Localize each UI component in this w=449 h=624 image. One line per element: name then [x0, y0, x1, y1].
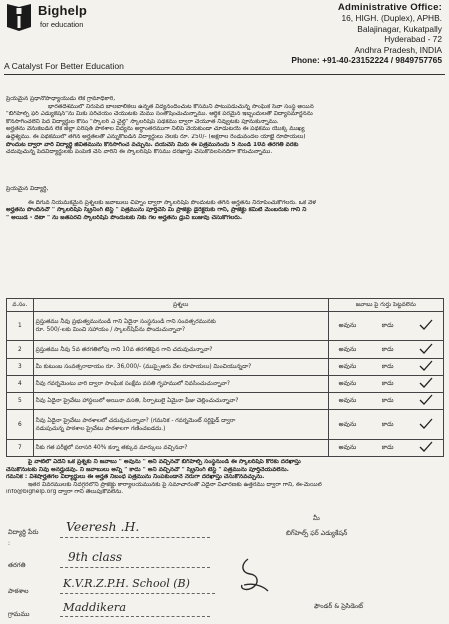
table-row: [7, 312, 444, 341]
closing-section: [6, 459, 444, 497]
letter-line: చదువుచున్న పేదవిద్యార్థులకు పంపిణీ చేసి వారిని ఈ స్కాలర్‌షిప్ కోసము దరఖాస్తు చేసుకోవలసినదిగా కోరుచున్నాము.: [6, 149, 273, 156]
yes-option[interactable]: అవును: [338, 322, 357, 329]
table-row: [7, 440, 444, 457]
question-text: ప్రస్తుతము నీవు ప్రభుత్వమునుండి గాని ఏదైనా సంస్థనుండి గాని సంవత్సరమునకు: [35, 319, 216, 325]
book-logo-icon: [6, 4, 32, 34]
no-option[interactable]: కాదు: [381, 363, 394, 370]
school-line: [60, 592, 215, 594]
col-header-answer: జవాబు పై గుర్తు పెట్టవలెను: [328, 299, 443, 312]
student-name-label: విద్యార్థి పేరు: [8, 528, 39, 536]
question-cell: [33, 440, 328, 457]
table-header-row: [7, 299, 444, 312]
class-value[interactable]: 9th class: [68, 550, 123, 564]
office-line: Hyderabad - 72: [384, 34, 442, 45]
letter-section-1: [6, 96, 444, 157]
answer-cell[interactable]: [328, 341, 443, 359]
closing-line: ఇతర వివరములకు నీదగ్గరలోని ప్రాజెక్టు కార్యాలయమునకు పై సమాచారంతో ఏదైనా విచారణకు ఉత్తరము ద్వారా గాని, ఈ-మెయిల్: [28, 481, 322, 488]
no-option[interactable]: కాదు: [381, 444, 394, 451]
office-line: Balajinagar, Kukatpally: [357, 23, 442, 34]
letter-line: ఈ దిగువ నియమకమైన ప్రశ్నలకు జవాబులు చిహ్నం ద్వారా స్కాలర్‌షిప్ పొందుటకు తగిన అర్హతను నిరూపించుకోగలరు. ఒక వేళ: [28, 199, 316, 206]
question-text: నీవు ఏదైనా ప్రైవేటు పాఠశాలలో చదువుచున్నావా? (గమనిక - గవర్నమెంట్ సర్టిఫైడ్ ద్వారా: [35, 417, 236, 424]
letter-line: " అయిడ - దేటా " ను జతపరచి స్కాలర్‌షిప్ పొందుటకు నీకు గల అర్హతను ధ్రువీ బుజువు చేసుకోగలరు.: [6, 214, 243, 221]
table-row: [7, 393, 444, 410]
brand-subtitle: for education: [40, 20, 84, 29]
table-row: [7, 410, 444, 440]
salutation-headmaster: ప్రియమైన ప్రధానోపాధ్యాయుడు లేక గ్రామాధికారి,: [6, 96, 116, 102]
tagline: A Catalyst For Better Education: [4, 61, 124, 71]
closing-line: గమనిక : విశేషార్హతగల విద్యార్థులు ఈ అర్హత నిబంధ పత్రమును నింపకుండానే నేరుగా దరఖాస్తు చేసుకొనవచ్చును.: [6, 474, 265, 481]
header-divider: [4, 74, 445, 75]
checkmark-icon: [419, 321, 433, 331]
org-name: బిగ్‌హెల్ప్ ఫర్ ఎడ్యుకేషన్: [286, 529, 348, 537]
question-cell: [33, 359, 328, 376]
document-page: Bighelp for education A Catalyst For Better Education Administrative Office: 16, HIGH. (Duplex), APHB. Balajinagar, Kukatpally Hyderabad - 72 Andhra Pradesh, INDIA Phone: +91-40-23152224 / 9849757765 ప్రియమైన ప్రధానోపాధ్యాయుడు లేక గ్రామాధికారి, భారతదేశములో నిరుపేద బాలబాలికలు ఉన్నత విద్యనందించుట కోసమని పాటుపడుచున్న సాంఘిక సేవా సంస్థ అయిన "బిగ్‌హెల్ప్ ఫర్ ఎడ్యుకేషన్"ను మీకు పరిచయం చేయుటకు మేము సంతోషించుచున్నాము. ఆర్థిక పరమైన ఇబ్బందులతో విద్యాసమార్జనను కొనసాగించలేని పేద విద్యార్థుల కోసం "స్కాలర్ ఎ చైల్డ్" స్కాలర్‌షిప్ పథకము ద్వారా చేయూత నివ్వుటకు పూనుకున్నాము. అర్హతను వెనుకబడిన లేక జిల్లా పరిషత్ పాఠశాల విద్యను అర్ధాంతరముగా నిలిపి వేయకుండా చూడుటయే ఈ పథకము యొక్క ముఖ్య ఉద్దేశ్యము. ఈ పథకములో తగిన అర్హతలతో ఎన్నుకోబడిన విద్యార్థులు నెలకు రూ. 250/- (అక్షరాల రెండువందల యాభై రూపాయలు) పొందుట ద్వారా వారి విద్యార్థి జీవితమును కొనసాగించ వచ్చును. దయచేసి మీరు ఈ పత్రమునందు 5 నుండి 10వ తరగతి వరకు చదువుచున్న పేదవిద్యార్థులకు పంపిణీ చేసి వారిని ఈ స్కాలర్‌షిప్ కోసము దరఖాస్తు చేసుకోవలసినదిగా కోరుచున్నాము. ప్రియమైన విద్యార్థి, ఈ దిగువ నియమకమైన ప్రశ్నలకు జవాబులు చిహ్నం ద్వారా స్కాలర్‌షిప్ పొందుటకు తగిన అర్హతను నిరూపించుకోగలరు. ఒక వేళ అర్హతను పొందినచో " స్కాలర్‌షిప్ స్క్రీనింగ్ టెస్ట్ " పత్రమును పూర్తిచేసి మీ ప్రాజెక్టు డైరెక్టరుకు గాని, ప్రాజెక్టు కమిటీ మెంబరుకు గాని నీ " అయిడ - దేటా " ను జతపరచి స్కాలర్‌షిప్ పొందుటకు నీకు గల అర్హతను ధ్రువీ బుజువు చేసుకోగలరు. వ.సం. ప్రశ్నలు జవాబు పై గుర్తు పెట్టవలెను 1 ప్రస్తుతము నీవు ప్రభుత్వమునుండి గాని ఏదైనా సంస్థనుండి గాని సంవత్సరమునకు రూ. 500/-లకు మించి సహాయం / స్కాలర్‌షిప్‌ను పొందుచున్నావా? అవును కాదు 2 ప్రస్తుతము నీవు 5వ తరగతిలోపు గాని 10వ తరగతిపైన గాని చదువుచున్నావా? అవును కాదు 3 మీ కుటుంబ సంవత్సరాదాయం రూ. 36,000/- (ముప్పైఆరు వేల రూపాయలు) మించియున్నదా? అవును కాదు 4 నీవు గవర్నమెంటు వారి ద్వారా సాంఘిక సంక్షేమ వసతి గృహములో నివసించుచున్నావా? అవును కాదు 5 నీవు ఏదైనా ప్రైవేటు హాస్టలులో అయినా వసతి, సిర్పాటులై ఏమైనా ఫీజు చెల్లించుచున్నావా? అవును కాదు 6 నీవు ఏదైనా ప్రైవేటు పాఠశాలలో చదువుచున్నావా? (గమనిక - గవర్నమెంట్ సర్టిఫైడ్ ద్వారా నడుపుచున్న పాఠశాల ప్రైవేటు పాఠశాలగా గణించబడదు.) అవును కాదు 7 నీకు గత పరీక్షలో సరాసరి 40% కన్నా తక్కువ మార్కులు వచ్చినవా? అవును కాదు పై వాటిలో ఏదేని ఒక ప్రశ్నకు నీ జవాబు " అవును " అని వచ్చినచో బిగ్‌హెల్ప్ సంస్థనుండి ఈ స్కాలర్‌షిప్ కొరకు దరఖాస్తు చేసుకొనుటకు నీవు అనర్హుడవు. నీ జవాబులు అన్నీ " కాదు " అని వచ్చినచో " స్క్రీనింగ్ టెస్ట్ " పత్రమును పూర్తిచేయవలెను. గమనిక : విశేషార్హతగల విద్యార్థులు ఈ అర్హత నిబంధ పత్రమును నింపకుండానే నేరుగా దరఖాస్తు చేసుకొనవచ్చును. ఇతర వివరములకు నీదగ్గరలోని ప్రాజెక్టు కార్యాలయమునకు పై సమాచారంతో ఏదైనా విచారణకు ఉత్తరము ద్వారా గాని, ఈ-మెయిల్ info@bighelp.org ద్వారా గాని తెలుపుకోవలెను. విద్యార్థి పేరు : Veeresh .H. తరగతి 9th class పాఠశాల K.V.R.Z.P.H. School (B) గ్రామము Maddikera మీ బిగ్‌హెల్ప్ ఫర్ ఎడ్యుకేషన్ ఫౌండర్ & ప్రెసిడెంట్: [0, 0, 449, 624]
answer-cell[interactable]: [328, 312, 443, 341]
question-cell: [33, 341, 328, 359]
checkmark-icon: [419, 443, 433, 453]
yes-option[interactable]: అవును: [338, 444, 357, 451]
answer-cell[interactable]: [328, 393, 443, 410]
row-number: 6: [7, 410, 34, 440]
checkmark-icon: [419, 396, 433, 406]
table-row: [7, 341, 444, 359]
village-line: [60, 615, 210, 617]
col-header-questions: ప్రశ్నలు: [33, 299, 328, 312]
question-cell: [33, 410, 328, 440]
yes-option[interactable]: అవును: [338, 380, 357, 387]
no-option[interactable]: కాదు: [381, 322, 394, 329]
question-text: నీవు గవర్నమెంటు వారి ద్వారా సాంఘిక సంక్షేమ వసతి గృహములో నివసించుచున్నావా?: [35, 381, 231, 387]
salutation-student: ప్రియమైన విద్యార్థి,: [6, 186, 49, 192]
eligibility-table: [6, 298, 444, 457]
yes-option[interactable]: అవును: [338, 345, 357, 353]
no-option[interactable]: కాదు: [381, 420, 394, 428]
answer-cell[interactable]: [328, 359, 443, 376]
col-header-no: వ.సం.: [7, 299, 34, 312]
yes-option[interactable]: అవును: [338, 420, 357, 428]
yes-option[interactable]: అవును: [338, 363, 357, 370]
answer-cell[interactable]: [328, 376, 443, 393]
question-text: రూ. 500/-లకు మించి సహాయం / స్కాలర్‌షిప్‌ను పొందుచున్నావా?: [35, 327, 186, 333]
no-option[interactable]: కాదు: [381, 345, 394, 353]
letter-line: భారతదేశములో నిరుపేద బాలబాలికలు ఉన్నత విద్యనందించుట కోసమని పాటుపడుచున్న సాంఘిక సేవా సంస్థ అయిన: [48, 103, 314, 110]
class-label: తరగతి: [8, 561, 26, 569]
row-number: 1: [7, 312, 34, 341]
school-label: పాఠశాల: [8, 587, 29, 595]
question-cell: [33, 376, 328, 393]
no-option[interactable]: కాదు: [381, 397, 394, 404]
question-text: నీవు ఏదైనా ప్రైవేటు హాస్టలులో అయినా వసతి, సిర్పాటులై ఏమైనా ఫీజు చెల్లించుచున్నావా?: [35, 398, 239, 404]
student-name-line: [60, 536, 210, 538]
office-line: Andhra Pradesh, INDIA: [354, 44, 442, 55]
brand-name: Bighelp: [38, 3, 88, 18]
question-cell: [33, 312, 328, 341]
closing-line: పై వాటిలో ఏదేని ఒక ప్రశ్నకు నీ జవాబు " అవును " అని వచ్చినచో బిగ్‌హెల్ప్ సంస్థనుండి ఈ స్కాలర్‌షిప్ కొరకు దరఖాస్తు: [28, 459, 301, 465]
question-text: నడుపుచున్న పాఠశాల ప్రైవేటు పాఠశాలగా గణించబడదు.): [35, 425, 166, 432]
letter-line: కొనసాగించలేని పేద విద్యార్థుల కోసం "స్కాలర్ ఎ చైల్డ్" స్కాలర్‌షిప్ పథకము ద్వారా చేయూత నివ్వుటకు పూనుకున్నాము.: [6, 118, 279, 125]
founder-label: ఫౌండర్ & ప్రెసిడెంట్: [314, 602, 364, 610]
letter-line: అర్హతను వెనుకబడిన లేక జిల్లా పరిషత్ పాఠశాల విద్యను అర్ధాంతరముగా నిలిపి వేయకుండా చూడుటయే ఈ పథకము యొక్క ముఖ్య: [6, 126, 305, 133]
no-option[interactable]: కాదు: [381, 380, 394, 387]
closing-salutation: మీ: [313, 514, 320, 522]
office-address: [227, 3, 442, 65]
row-number: 3: [7, 359, 34, 376]
office-title: Administrative Office:: [337, 2, 442, 13]
question-text: మీ కుటుంబ సంవత్సరాదాయం రూ. 36,000/- (ముప్పైఆరు వేల రూపాయలు) మించియున్నదా?: [35, 364, 252, 370]
question-text: ప్రస్తుతము నీవు 5వ తరగతిలోపు గాని 10వ తరగతిపైన గాని చదువుచున్నావా?: [35, 346, 213, 353]
checkmark-icon: [419, 345, 433, 355]
row-number: 7: [7, 440, 34, 457]
office-line: 16, HIGH. (Duplex), APHB.: [341, 13, 442, 24]
answer-cell[interactable]: [328, 440, 443, 457]
table-row: [7, 376, 444, 393]
letter-line: "బిగ్‌హెల్ప్ ఫర్ ఎడ్యుకేషన్"ను మీకు పరిచయం చేయుటకు మేము సంతోషించుచున్నాము. ఆర్థిక పరమైన ఇబ్బందులతో విద్యాసమార్జనను: [6, 111, 313, 118]
table-row: [7, 359, 444, 376]
checkmark-icon: [419, 420, 433, 430]
village-label: గ్రామము: [8, 610, 30, 618]
letter-section-2: [6, 186, 444, 222]
office-phone: Phone: +91-40-23152224 / 9849757765: [291, 55, 442, 66]
answer-cell[interactable]: [328, 410, 443, 440]
row-number: 2: [7, 341, 34, 359]
row-number: 5: [7, 393, 34, 410]
yes-option[interactable]: అవును: [338, 397, 357, 404]
closing-line: చేసుకొనుటకు నీవు అనర్హుడవు. నీ జవాబులు అన్నీ " కాదు " అని వచ్చినచో " స్క్రీనింగ్ టెస్ట్ " పత్రమును పూర్తిచేయవలెను.: [6, 466, 289, 473]
letter-line: అర్హతను పొందినచో " స్కాలర్‌షిప్ స్క్రీనింగ్ టెస్ట్ " పత్రమును పూర్తిచేసి మీ ప్రాజెక్టు డైరెక్టరుకు గాని, ప్రాజెక్టు కమిటీ మెంబరుకు గాని నీ: [6, 207, 307, 214]
school-value[interactable]: K.V.R.Z.P.H. School (B): [63, 577, 190, 590]
question-cell: [33, 393, 328, 410]
signature-scribble: [234, 555, 272, 595]
class-line: [60, 566, 210, 568]
question-text: నీకు గత పరీక్షలో సరాసరి 40% కన్నా తక్కువ మార్కులు వచ్చినవా?: [35, 445, 188, 451]
row-number: 4: [7, 376, 34, 393]
student-name-value[interactable]: Veeresh .H.: [66, 519, 140, 534]
checkmark-icon: [419, 362, 433, 372]
checkmark-icon: [419, 379, 433, 389]
letter-line: ఉద్దేశ్యము. ఈ పథకములో తగిన అర్హతలతో ఎన్నుకోబడిన విద్యార్థులు నెలకు రూ. 250/- (అక్షరాల రెండువందల యాభై రూపాయలు): [6, 133, 306, 140]
village-value[interactable]: Maddikera: [63, 600, 127, 614]
closing-line: info@bighelp.org ద్వారా గాని తెలుపుకోవలెను.: [6, 489, 124, 496]
letter-line: పొందుట ద్వారా వారి విద్యార్థి జీవితమును కొనసాగించ వచ్చును. దయచేసి మీరు ఈ పత్రమునందు 5 నుండి 10వ తరగతి వరకు: [6, 141, 299, 148]
